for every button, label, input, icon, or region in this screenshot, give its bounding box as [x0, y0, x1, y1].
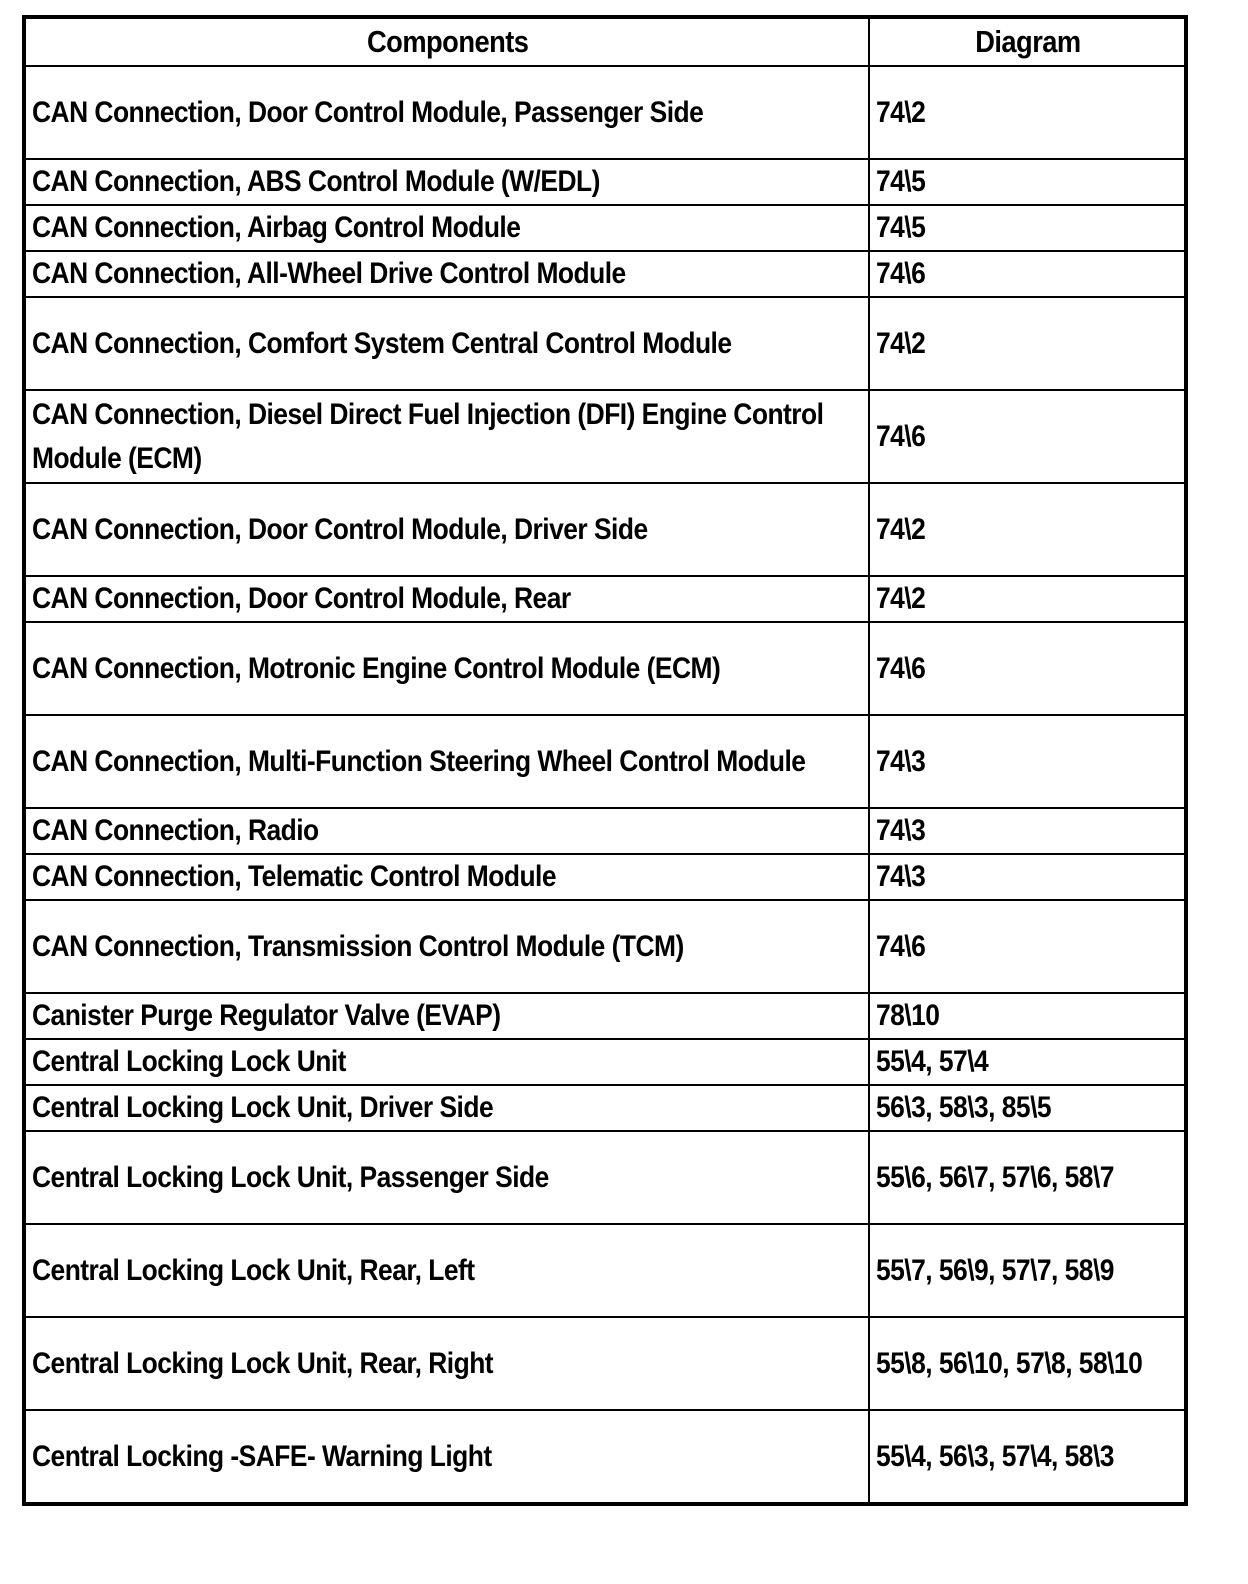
header-row: [24, 17, 1186, 66]
diagram-cell: 74\6: [869, 251, 1186, 297]
component-cell: Central Locking -SAFE- Warning Light: [24, 1410, 869, 1504]
table-row: [24, 854, 1186, 900]
component-cell: CAN Connection, Transmission Control Module (TCM): [24, 900, 869, 993]
diagram-cell: 55\8, 56\10, 57\8, 58\10: [869, 1317, 1186, 1410]
component-cell: Central Locking Lock Unit, Rear, Left: [24, 1224, 869, 1317]
diagram-cell: 74\3: [869, 854, 1186, 900]
component-cell: CAN Connection, Diesel Direct Fuel Injection (DFI) Engine Control Module (ECM): [24, 390, 869, 483]
component-cell: CAN Connection, Door Control Module, Rear: [24, 576, 869, 622]
table-row: [24, 1131, 1186, 1224]
diagram-cell: 74\3: [869, 808, 1186, 854]
table-body: [24, 66, 1186, 1504]
table-row: [24, 622, 1186, 715]
component-cell: CAN Connection, Motronic Engine Control Module (ECM): [24, 622, 869, 715]
table-row: [24, 715, 1186, 808]
table-row: [24, 1085, 1186, 1131]
component-cell: CAN Connection, Airbag Control Module: [24, 205, 869, 251]
diagram-cell: 74\5: [869, 205, 1186, 251]
diagram-cell: 55\6, 56\7, 57\6, 58\7: [869, 1131, 1186, 1224]
diagram-cell: 55\4, 56\3, 57\4, 58\3: [869, 1410, 1186, 1504]
component-cell: Central Locking Lock Unit, Passenger Side: [24, 1131, 869, 1224]
table-row: [24, 1317, 1186, 1410]
diagram-cell: 55\4, 57\4: [869, 1039, 1186, 1085]
diagram-cell: 74\2: [869, 297, 1186, 390]
table-row: [24, 205, 1186, 251]
component-cell: Central Locking Lock Unit, Rear, Right: [24, 1317, 869, 1410]
component-cell: Central Locking Lock Unit, Driver Side: [24, 1085, 869, 1131]
component-cell: CAN Connection, Multi-Function Steering Wheel Control Module: [24, 715, 869, 808]
diagram-cell: 74\3: [869, 715, 1186, 808]
component-cell: CAN Connection, ABS Control Module (W/EDL): [24, 159, 869, 205]
table-row: [24, 1039, 1186, 1085]
table-row: [24, 390, 1186, 483]
diagram-cell: 74\2: [869, 66, 1186, 159]
table-row: [24, 1410, 1186, 1504]
diagram-cell: 56\3, 58\3, 85\5: [869, 1085, 1186, 1131]
component-cell: CAN Connection, Telematic Control Module: [24, 854, 869, 900]
component-cell: Central Locking Lock Unit: [24, 1039, 869, 1085]
table-row: [24, 993, 1186, 1039]
table-row: [24, 251, 1186, 297]
table-row: [24, 900, 1186, 993]
component-diagram-table: [22, 15, 1188, 1506]
component-cell: CAN Connection, Radio: [24, 808, 869, 854]
table-row: [24, 576, 1186, 622]
component-cell: CAN Connection, Door Control Module, Passenger Side: [24, 66, 869, 159]
diagram-cell: 74\6: [869, 390, 1186, 483]
diagram-cell: 55\7, 56\9, 57\7, 58\9: [869, 1224, 1186, 1317]
diagram-cell: 78\10: [869, 993, 1186, 1039]
component-index-sheet: [22, 15, 1184, 1506]
component-cell: CAN Connection, Door Control Module, Driver Side: [24, 483, 869, 576]
diagram-cell: 74\5: [869, 159, 1186, 205]
table-row: [24, 1224, 1186, 1317]
table-row: [24, 66, 1186, 159]
diagram-cell: 74\2: [869, 483, 1186, 576]
table-row: [24, 159, 1186, 205]
component-cell: CAN Connection, All-Wheel Drive Control Module: [24, 251, 869, 297]
table-row: [24, 483, 1186, 576]
diagram-cell: 74\6: [869, 900, 1186, 993]
component-cell: Canister Purge Regulator Valve (EVAP): [24, 993, 869, 1039]
diagram-column-header: Diagram: [869, 17, 1186, 66]
components-column-header: Components: [24, 17, 869, 66]
table-row: [24, 297, 1186, 390]
table-row: [24, 808, 1186, 854]
diagram-cell: 74\2: [869, 576, 1186, 622]
diagram-cell: 74\6: [869, 622, 1186, 715]
component-cell: CAN Connection, Comfort System Central Control Module: [24, 297, 869, 390]
